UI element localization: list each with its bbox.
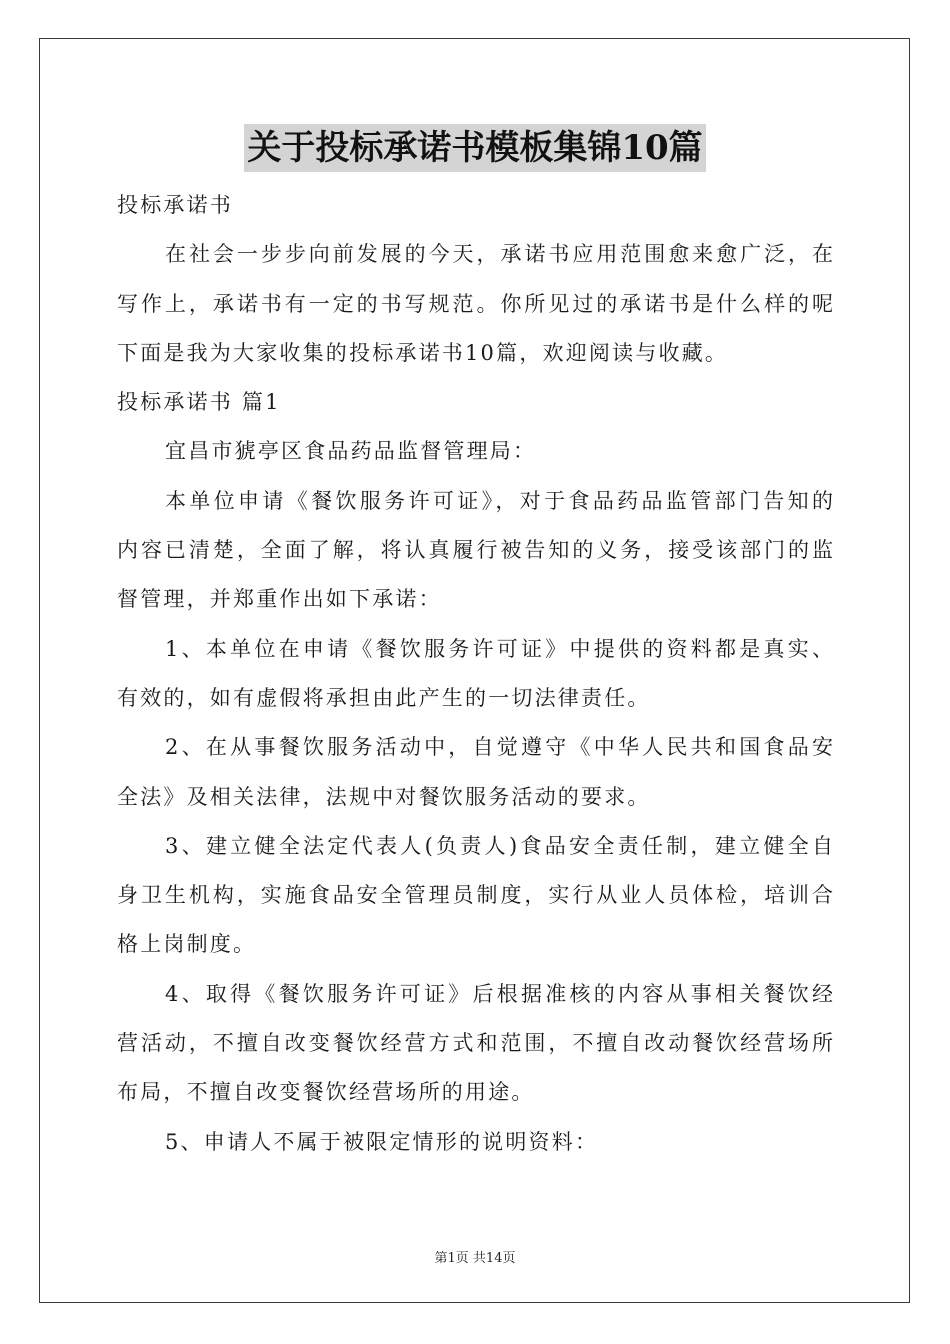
text-line: 布局，不擅自改变餐饮经营场所的用途。 xyxy=(117,1080,535,1105)
text-line: 格上岗制度。 xyxy=(117,932,257,957)
text-line: 全法》及相关法律，法规中对餐饮服务活动的要求。 xyxy=(117,784,651,809)
text-line: 在社会一步步向前发展的今天，承诺书应用范围愈来愈广泛，在 xyxy=(165,242,833,267)
text-line: 宜昌市猇亭区食品药品监督管理局： xyxy=(165,439,537,464)
text-line: 1、本单位在申请《餐饮服务许可证》中提供的资料都是真实、 xyxy=(165,636,833,661)
text-line: 督管理，并郑重作出如下承诺： xyxy=(117,587,442,612)
text-line: 下面是我为大家收集的投标承诺书10篇，欢迎阅读与收藏。 xyxy=(117,340,729,365)
text-line: 投标承诺书 xyxy=(117,193,233,217)
text-line: 营活动，不擅自改变餐饮经营方式和范围，不擅自改动餐饮经营场所 xyxy=(117,1031,833,1056)
page-footer: 第1页 共14页 xyxy=(434,1251,516,1266)
document-body xyxy=(117,181,833,1167)
text-line: 内容已清楚，全面了解，将认真履行被告知的义务，接受该部门的监 xyxy=(117,538,833,563)
text-line: 写作上，承诺书有一定的书写规范。你所见过的承诺书是什么样的呢 xyxy=(117,291,833,316)
text-line: 本单位申请《餐饮服务许可证》，对于食品药品监管部门告知的 xyxy=(165,488,833,513)
text-line: 投标承诺书 篇1 xyxy=(117,390,281,415)
text-line: 3、建立健全法定代表人(负责人)食品安全责任制，建立健全自 xyxy=(165,833,833,858)
title-wrap xyxy=(0,124,950,172)
text-line: 2、在从事餐饮服务活动中，自觉遵守《中华人民共和国食品安 xyxy=(165,735,833,760)
document-title: 关于投标承诺书模板集锦10篇 xyxy=(244,124,705,172)
text-line: 5、申请人不属于被限定情形的说明资料： xyxy=(165,1129,599,1154)
text-line: 4、取得《餐饮服务许可证》后根据准核的内容从事相关餐饮经 xyxy=(165,981,833,1006)
text-line: 有效的，如有虚假将承担由此产生的一切法律责任。 xyxy=(117,685,651,710)
text-line: 身卫生机构，实施食品安全管理员制度，实行从业人员体检，培训合 xyxy=(117,883,833,908)
